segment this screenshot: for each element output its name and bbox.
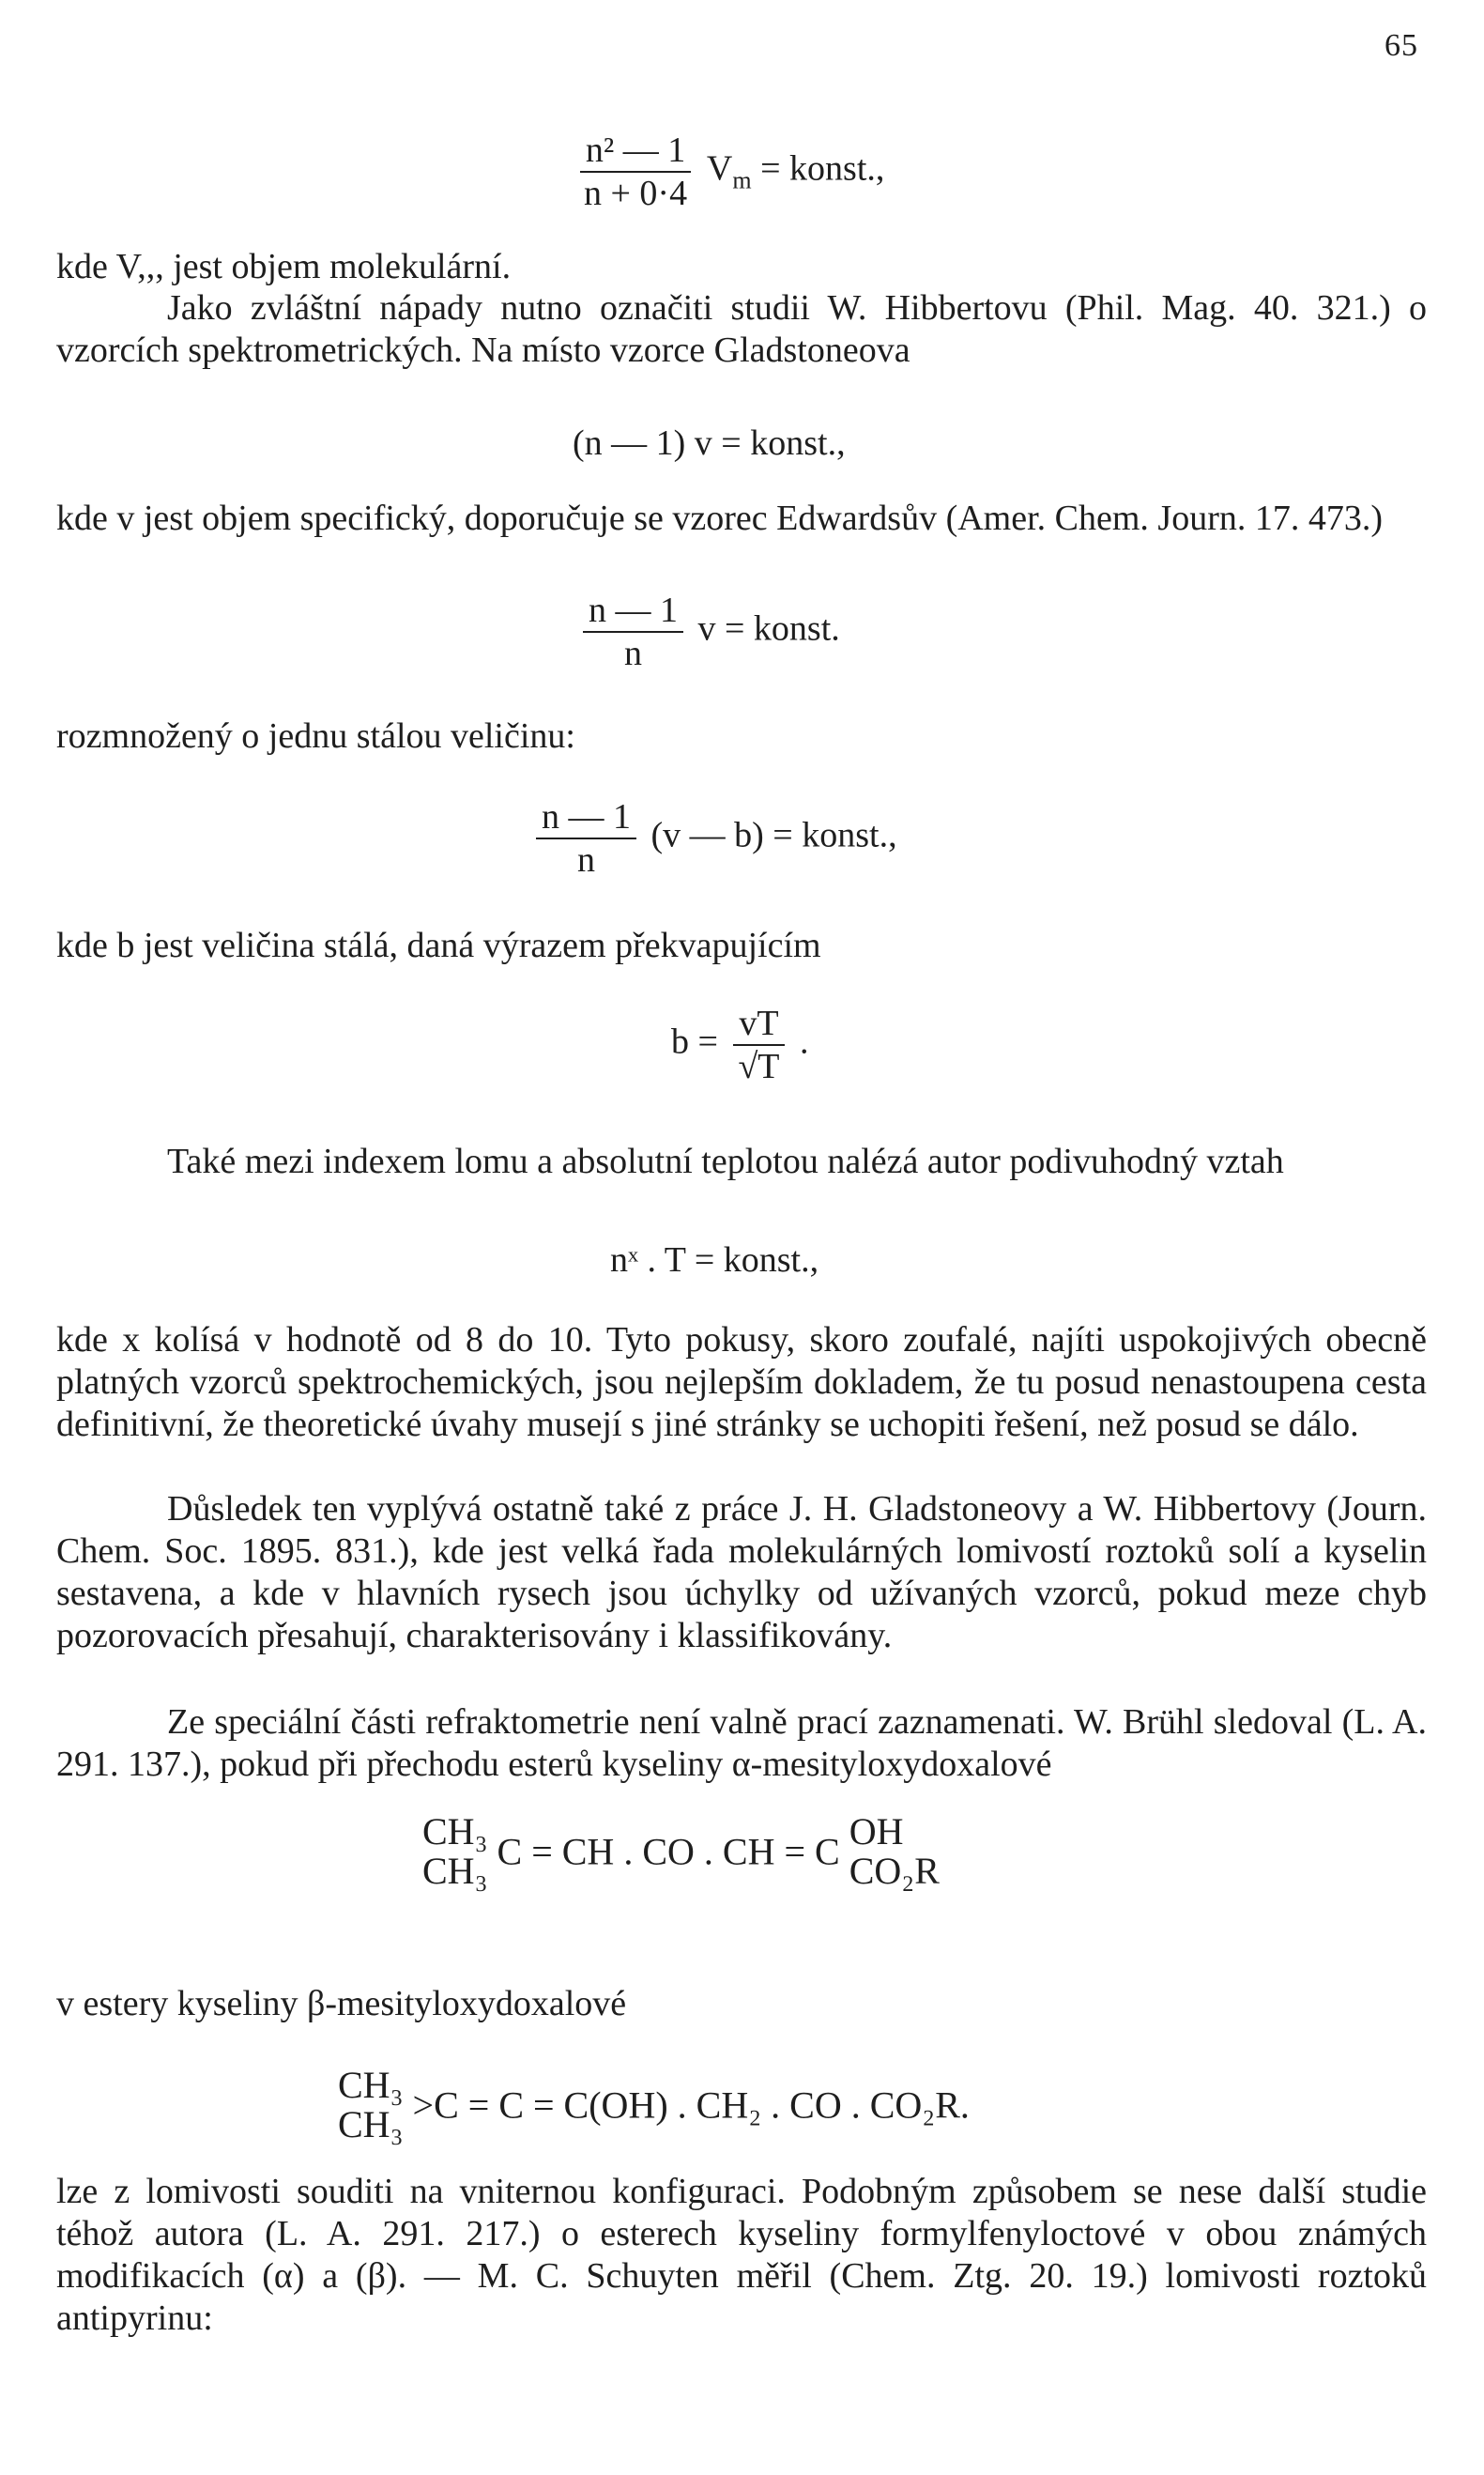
chem1-right-group: [849, 1812, 940, 1891]
paragraph-8: Důsledek ten vyplývá ostatně také z práce J. H. Gladstoneovy a W. Hibbertovy (Journ. Chem. Soc. 1895. 831.), kde jest velká řada molekulárných lomivostí roztoků solí a kyselin sestavena, a kde v hlavních rysech jsou úchylky od užívaných vzorců, pokud meze chyb pozorovacích přesahují, charakterisovány i klassifikovány.: [56, 1489, 1427, 1655]
equation-3: [577, 592, 840, 672]
chem2-left-top: CH₃: [338, 2064, 404, 2106]
chem2-left-bottom: CH₃: [338, 2103, 404, 2145]
eq5-tail: .: [800, 1022, 809, 1062]
equation-2: (n — 1) v = konst.,: [573, 423, 846, 463]
text-block-4: [56, 715, 1427, 758]
chem1-left-top: CH₃: [422, 1810, 488, 1852]
equation-5: [671, 1005, 809, 1085]
eq3-fraction: [583, 592, 683, 672]
text-block-1: [56, 246, 1427, 288]
eq5-denominator: √T: [738, 1047, 780, 1086]
eq1-denominator: n + 0·4: [584, 174, 688, 213]
chem2-middle: >C = C = C(OH) . CH₂ . CO . CO₂R.: [412, 2083, 970, 2127]
paragraph-7: kde x kolísá v hodnotě od 8 do 10. Tyto pokusy, skoro zoufalé, najíti uspokojivých obecně platných vzorců spektrochemických, jsou nejlepším dokladem, že tu posud nenastoupena cesta definitivní, že theoretické úvahy musejí s jiné stránky se uchopiti řešení, než posud se dálo.: [56, 1320, 1427, 1444]
paragraph-3: kde v jest objem specifický, doporučuje se vzorec Edwardsův (Amer. Chem. Journ. 17. 473.): [56, 499, 1384, 538]
equation-4: [530, 798, 897, 879]
text-block-5: [56, 925, 1427, 967]
chem1-right-bottom: CO₂R: [849, 1850, 940, 1892]
text-block-2: [56, 287, 1427, 372]
paragraph-2: Jako zvláštní nápady nutno označiti studii W. Hibbertovu (Phil. Mag. 40. 321.) o vzorcích spektrometrických. Na místo vzorce Gladstoneova: [56, 288, 1427, 370]
eq4-denominator: n: [577, 840, 595, 880]
eq1-var: V: [706, 148, 733, 189]
chem1-left-group: [422, 1812, 488, 1891]
paragraph-10: v estery kyseliny β-mesityloxydoxalové: [56, 1984, 627, 2023]
eq1-numerator: n² — 1: [580, 131, 691, 173]
chem1-left-bottom: CH₃: [422, 1850, 488, 1892]
text-block-3: [56, 498, 1427, 540]
paragraph-6: Také mezi indexem lomu a absolutní teplotou nalézá autor podivuhodný vztah: [167, 1142, 1284, 1181]
chemical-formula-1: [422, 1812, 940, 1891]
text-block-6: [56, 1141, 1427, 1183]
chem2-left-group: [338, 2066, 404, 2144]
equation-1: [573, 131, 884, 212]
eq3-tail: v = konst.: [697, 608, 840, 649]
eq4-tail: (v — b) = konst.,: [650, 815, 897, 855]
paragraph-11: lze z lomivosti souditi na vniternou konfiguraci. Podobným způsobem se nese další studie téhož autora (L. A. 291. 217.) o esterech kyseliny formylfenyloctové v obou známých modifikacích (α) a (β). — M. C. Schuyten měřil (Chem. Ztg. 20. 19.) lomivosti roztoků antipyrinu:: [56, 2172, 1427, 2338]
chem1-right-top: OH: [849, 1810, 904, 1852]
text-block-11: [56, 2171, 1427, 2340]
chem1-middle: C = CH . CO . CH = C: [497, 1830, 840, 1873]
page-number: 65: [1385, 28, 1418, 63]
eq4-fraction: [536, 798, 636, 879]
text-block-8: [56, 1488, 1427, 1657]
eq1-sub: m: [732, 166, 752, 194]
paragraph-4: rozmnožený o jednu stálou veličinu:: [56, 716, 575, 756]
eq5-numerator: vT: [733, 1005, 784, 1046]
text-block-9: [56, 1701, 1427, 1786]
text-block-7: [56, 1319, 1427, 1446]
eq5-lhs: b =: [671, 1022, 718, 1062]
eq1-tail: = konst.,: [760, 148, 885, 189]
eq1-fraction: [578, 131, 693, 212]
text-block-10: [56, 1983, 1427, 2025]
paragraph-9: Ze speciální části refraktometrie není valně prací zaznamenati. W. Brühl sledoval (L. A. 291. 137.), pokud při přechodu esterů kyseliny α-mesityloxydoxalové: [56, 1702, 1427, 1784]
eq4-numerator: n — 1: [536, 798, 636, 839]
paragraph-5: kde b jest veličina stálá, daná výrazem překvapujícím: [56, 926, 821, 965]
eq5-fraction: [732, 1005, 785, 1085]
eq3-numerator: n — 1: [583, 592, 683, 633]
eq3-denominator: n: [624, 634, 642, 673]
paragraph-1: kde V,,, jest objem molekulární.: [56, 247, 512, 286]
equation-6: nˣ . T = konst.,: [610, 1240, 819, 1280]
chemical-formula-2: [338, 2066, 970, 2144]
